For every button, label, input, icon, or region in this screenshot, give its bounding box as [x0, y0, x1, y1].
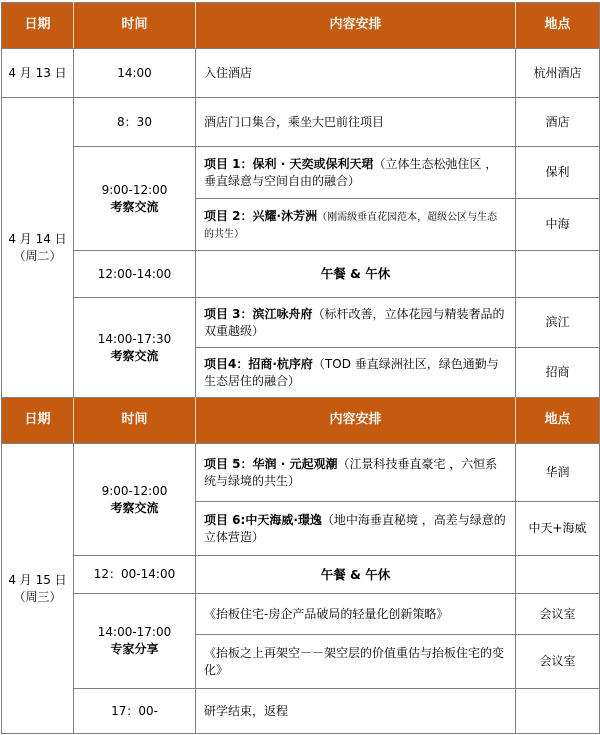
time-cell: 14:00 — [74, 49, 196, 98]
project-title: 项目 2：兴耀·沐芳洲 — [204, 208, 318, 223]
activity-label: 考察交流 — [110, 500, 159, 515]
schedule-row — [2, 594, 600, 635]
project-cell — [196, 348, 516, 398]
project-title: 项目 5：华润 · 元起观潮 — [204, 456, 338, 471]
project-cell — [196, 147, 516, 199]
talk-cell: 《抬板之上再架空－－架空层的价值重估与抬板住宅的变化》 — [196, 635, 516, 689]
location-cell: 酒店 — [516, 98, 600, 147]
lunch-row — [2, 251, 600, 298]
project-desc: （地中海垂直秘境 ，高差与绿意的立体营造） — [204, 512, 506, 544]
talk-cell: 《抬板住宅-房企产品破局的轻量化创新策略》 — [196, 594, 516, 635]
schedule-row — [2, 98, 600, 147]
project-title: 项目 6:中天海威·璟逸 — [204, 512, 322, 527]
date-cell: 4 月 13 日 — [2, 49, 74, 98]
location-cell: 滨江 — [516, 298, 600, 348]
project-cell — [196, 298, 516, 348]
project-title: 项目 1：保利 · 天奕或保利天珺 — [204, 156, 374, 171]
project-desc: （刚需级垂直花园范本，超级公区与生态的共生） — [204, 211, 498, 240]
time-range: 14:00-17:30 — [97, 331, 172, 346]
project-desc: （标杆改善，立体花园与精装奢品的双重越级） — [204, 306, 505, 338]
header-row — [2, 398, 600, 444]
project-cell — [196, 444, 516, 502]
date-label: 4 月 15 日 — [8, 572, 67, 587]
location-cell: 中天+海威 — [516, 502, 600, 556]
location-cell: 杭州酒店 — [516, 49, 600, 98]
activity-label: 考察交流 — [110, 199, 159, 214]
header-row — [2, 3, 600, 49]
project-desc: （TOD 垂直绿洲社区，绿色通勤与生态居住的融合） — [204, 356, 499, 388]
header-date: 日期 — [2, 398, 74, 444]
content-cell: 研学结束，返程 — [196, 689, 516, 734]
time-cell — [74, 444, 196, 556]
time-cell: 12：00-14:00 — [74, 556, 196, 594]
project-desc: （立体生态松弛住区 ，垂直绿意与空间自由的融合） — [204, 156, 498, 188]
header-content: 内容安排 — [196, 398, 516, 444]
schedule-table — [1, 2, 600, 734]
project-cell — [196, 199, 516, 251]
header-location: 地点 — [516, 3, 600, 49]
project-desc: （江景科技垂直豪宅 ，六恒系统与绿境的共生） — [204, 456, 498, 488]
time-cell: 8：30 — [74, 98, 196, 147]
header-location: 地点 — [516, 398, 600, 444]
header-content: 内容安排 — [196, 3, 516, 49]
date-cell — [2, 98, 74, 398]
header-time: 时间 — [74, 398, 196, 444]
schedule-row — [2, 689, 600, 734]
schedule-row — [2, 298, 600, 348]
project-title: 项目4：招商·杭序府 — [204, 356, 313, 371]
time-range: 9:00-12:00 — [101, 483, 168, 498]
schedule-row — [2, 147, 600, 199]
location-cell-empty — [516, 689, 600, 734]
time-cell: 12:00-14:00 — [74, 251, 196, 298]
project-title: 项目 3：滨江咏舟府 — [204, 306, 313, 321]
date-label: 4 月 14 日 — [8, 231, 67, 246]
location-cell: 会议室 — [516, 635, 600, 689]
location-cell-empty — [516, 556, 600, 594]
location-cell: 华润 — [516, 444, 600, 502]
location-cell-empty — [516, 251, 600, 298]
time-cell — [74, 594, 196, 689]
lunch-cell: 午餐 & 午休 — [196, 556, 516, 594]
lunch-row — [2, 556, 600, 594]
time-cell — [74, 298, 196, 398]
weekday-label: （周三） — [13, 589, 62, 604]
weekday-label: （周二） — [13, 248, 62, 263]
content-cell: 入住酒店 — [196, 49, 516, 98]
location-cell: 中海 — [516, 199, 600, 251]
location-cell: 保利 — [516, 147, 600, 199]
time-range: 14:00-17:00 — [97, 625, 172, 640]
time-cell — [74, 147, 196, 251]
activity-label: 考察交流 — [110, 348, 159, 363]
schedule-row — [2, 49, 600, 98]
lunch-cell: 午餐 & 午休 — [196, 251, 516, 298]
activity-label: 专家分享 — [110, 642, 159, 656]
time-range: 9:00-12:00 — [101, 182, 168, 197]
time-cell: 17：00- — [74, 689, 196, 734]
date-cell — [2, 444, 74, 734]
content-cell: 酒店门口集合，乘坐大巴前往项目 — [196, 98, 516, 147]
location-cell: 招商 — [516, 348, 600, 398]
project-cell — [196, 502, 516, 556]
schedule-row — [2, 444, 600, 502]
header-time: 时间 — [74, 3, 196, 49]
location-cell: 会议室 — [516, 594, 600, 635]
header-date: 日期 — [2, 3, 74, 49]
